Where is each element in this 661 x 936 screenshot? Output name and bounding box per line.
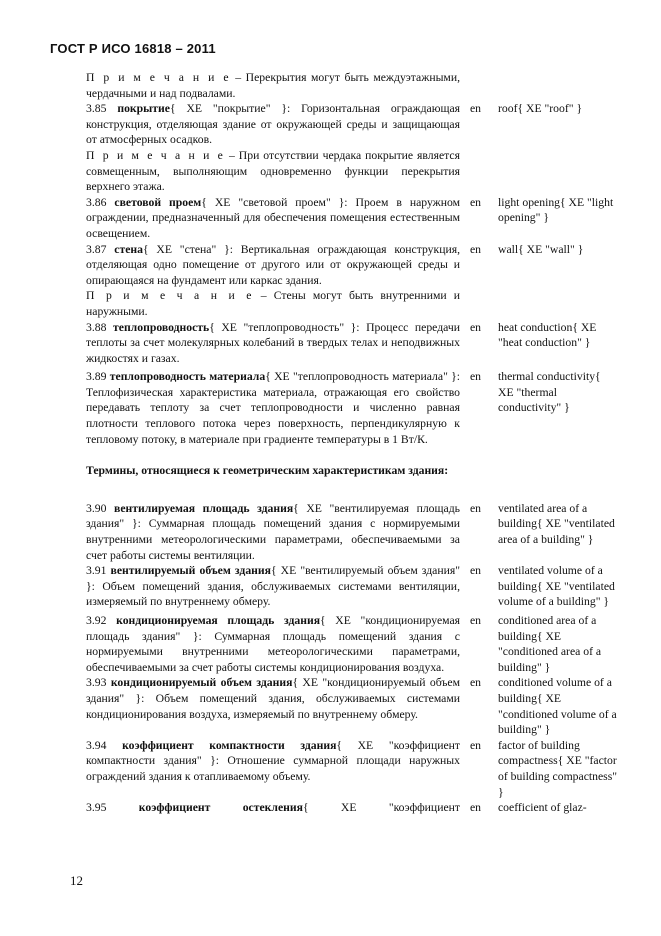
term-definition: { XE "световой проем" }: Проем в наружном ограждении, предназначенный для обеспечения помещения естественным освещением. — [86, 195, 460, 240]
term-ru-text — [86, 288, 460, 319]
term-definition: { XE "коэффициент — [302, 801, 460, 815]
term-en-text: conditioned volume of a building{ XE "conditioned volume of a building" } — [498, 676, 617, 737]
terms-content — [86, 70, 618, 816]
term-definition: { XE "коэффициент компактности здания" }: Отношение суммарной площади наружных ограждений здания к отапливаемому объему. — [86, 738, 460, 783]
term-en-text: heat conduction{ XE "heat conduction" } — [498, 320, 597, 350]
term-number: 3.92 — [86, 614, 117, 627]
term-number: 3.87 — [86, 242, 115, 256]
note-text: – Стены могут быть внутренними и наружными. — [86, 289, 460, 318]
term-number: 3.94 — [86, 738, 123, 752]
term-en-text: light opening{ XE "light opening" } — [498, 195, 614, 225]
term-number: 3.88 — [86, 320, 114, 334]
term-number: 3.93 — [86, 676, 111, 690]
term-number: 3.91 — [86, 564, 111, 578]
term-ru-text — [86, 101, 460, 148]
language-code: en — [470, 370, 482, 384]
term-ru-text — [86, 613, 460, 675]
term-number: 3.85 — [86, 102, 118, 116]
language-code: en — [470, 195, 482, 209]
term-row-3-89 — [86, 369, 618, 447]
term-en-text: coefficient of glaz- — [498, 801, 587, 815]
term-ru-text — [86, 70, 460, 101]
term-title: кондиционируемая площадь здания — [116, 614, 321, 627]
term-ru-text — [86, 501, 460, 563]
term-definition: { XE "кондиционируемый объем здания" }: Объем помещений здания, обслуживаемых системами кондиционирования воздуха, измеряемый по внутреннему обмеру. — [86, 676, 461, 721]
term-ru-text — [86, 800, 460, 816]
term-title: вентилируемая площадь здания — [114, 501, 294, 515]
term-title: теплопроводность материала — [109, 370, 266, 384]
term-ru-text — [86, 738, 460, 785]
term-definition: { XE "вентилируемый объем здания" }: Объем помещений здания, обслуживаемых системами вентиляции, измеряемый по внутреннему обмеру. — [86, 564, 460, 609]
term-row-3-91 — [86, 563, 618, 610]
term-ru-text — [86, 320, 460, 367]
language-code: en — [470, 614, 482, 627]
term-ru-text — [86, 195, 460, 242]
term-title: коэффициент компактности здания — [122, 738, 337, 752]
term-row-3-94 — [86, 738, 618, 800]
term-definition: { XE "покрытие" }: Горизонтальная ограждающая конструкция, отделяющая здание от окружающей среды и защищающая от атмосферных осадков. — [86, 102, 461, 147]
term-definition: { XE "теплопроводность" }: Процесс передачи теплоты за счет молекулярных колебаний в твердых телах и неподвижных жидкостях и газах. — [86, 320, 460, 365]
language-code: en — [470, 320, 482, 334]
term-number: 3.86 — [86, 195, 115, 209]
note-row-walls — [86, 288, 618, 319]
term-number: 3.90 — [86, 501, 115, 515]
term-title: стена — [114, 242, 143, 256]
term-en-text: thermal conductivity{ XE "thermal conductivity" } — [498, 370, 601, 415]
term-en-text: ventilated volume of a building{ XE "ventilated volume of a building" } — [498, 564, 615, 609]
term-definition: { XE "теплопроводность материала" }: Теплофизическая характеристика материала, отражающая его свойство передавать теплоту за счет теплопроводности и численно равная плотности теплового потока через поверхность, перпендикулярную к тепловому потоку, в материале при градиенте температуры в 1 Вт/К. — [86, 370, 460, 446]
language-code: en — [470, 501, 482, 515]
note-label: П р и м е ч а н и е — [86, 148, 226, 162]
term-definition: { XE "вентилируемая площадь здания" }: Суммарная площадь помещений здания с нормируемыми внутренними метеорологическими параметрами, обеспечиваемыми за счет работы системы вентиляции. — [86, 501, 460, 562]
language-code: en — [470, 676, 482, 690]
note-row-floors — [86, 70, 618, 101]
term-title: покрытие — [117, 102, 170, 116]
term-en-text: roof{ XE "roof" } — [498, 102, 583, 116]
term-title: световой проем — [114, 195, 202, 209]
term-number: 3.95 — [86, 801, 139, 815]
term-row-3-86 — [86, 195, 618, 242]
document-header: ГОСТ Р ИСО 16818 – 2011 — [50, 41, 216, 56]
term-title: теплопроводность — [113, 320, 210, 334]
term-row-3-88 — [86, 320, 618, 367]
section-heading: Термины, относящиеся к геометрическим характеристикам здания: — [86, 464, 449, 478]
note-label: П р и м е ч а н и е — [86, 71, 231, 84]
note-text: – Перекрытия могут быть междуэтажными, чердачными и над подвалами. — [86, 71, 461, 100]
term-row-3-93 — [86, 675, 618, 737]
term-title: вентилируемый объем здания — [110, 564, 271, 578]
language-code: en — [470, 738, 482, 752]
language-code: en — [470, 102, 482, 116]
term-number: 3.89 — [86, 370, 110, 384]
term-definition: { XE "кондиционируемая площадь здания" }: Суммарная площадь помещений здания с нормируемыми внутренними метеорологическими параметрами, обеспечиваемыми за счет работы системы кондиционирования воздуха. — [86, 614, 461, 674]
language-code: en — [470, 242, 482, 256]
term-title: коэффициент остекления — [138, 801, 303, 815]
term-en-text: wall{ XE "wall" } — [498, 242, 584, 256]
page-number: 12 — [70, 873, 83, 888]
term-en-text: ventilated area of a building{ XE "ventilated area of a building" } — [498, 501, 615, 547]
term-row-3-87 — [86, 242, 618, 289]
term-ru-text — [86, 675, 460, 722]
note-label: П р и м е ч а н и е — [86, 289, 254, 303]
term-en-text: conditioned area of a building{ XE "conditioned area of a building" } — [498, 614, 602, 674]
term-row-3-90 — [86, 501, 618, 563]
term-title: кондиционируемый объем здания — [110, 676, 293, 690]
language-code: en — [470, 564, 482, 578]
term-row-3-85 — [86, 101, 618, 148]
term-row-3-92 — [86, 613, 618, 675]
note-row-roof — [86, 148, 618, 195]
term-definition: { XE "стена" }: Вертикальная ограждающая конструкция, отделяющая одно помещение от другого или от окружающей среды и опирающаяся на фундамент или каркас здания. — [86, 242, 461, 287]
term-ru-text — [86, 369, 460, 447]
term-row-3-95 — [86, 800, 618, 816]
term-en-text: factor of building compactness{ XE "factor of building compactness" } — [498, 738, 618, 799]
note-text: – При отсутствии чердака покрытие является совмещенным, выполняющим одновременно функции перекрытия верхнего этажа. — [86, 148, 460, 194]
term-ru-text — [86, 148, 460, 195]
term-ru-text — [86, 563, 460, 610]
language-code: en — [470, 801, 482, 815]
term-ru-text — [86, 242, 460, 289]
